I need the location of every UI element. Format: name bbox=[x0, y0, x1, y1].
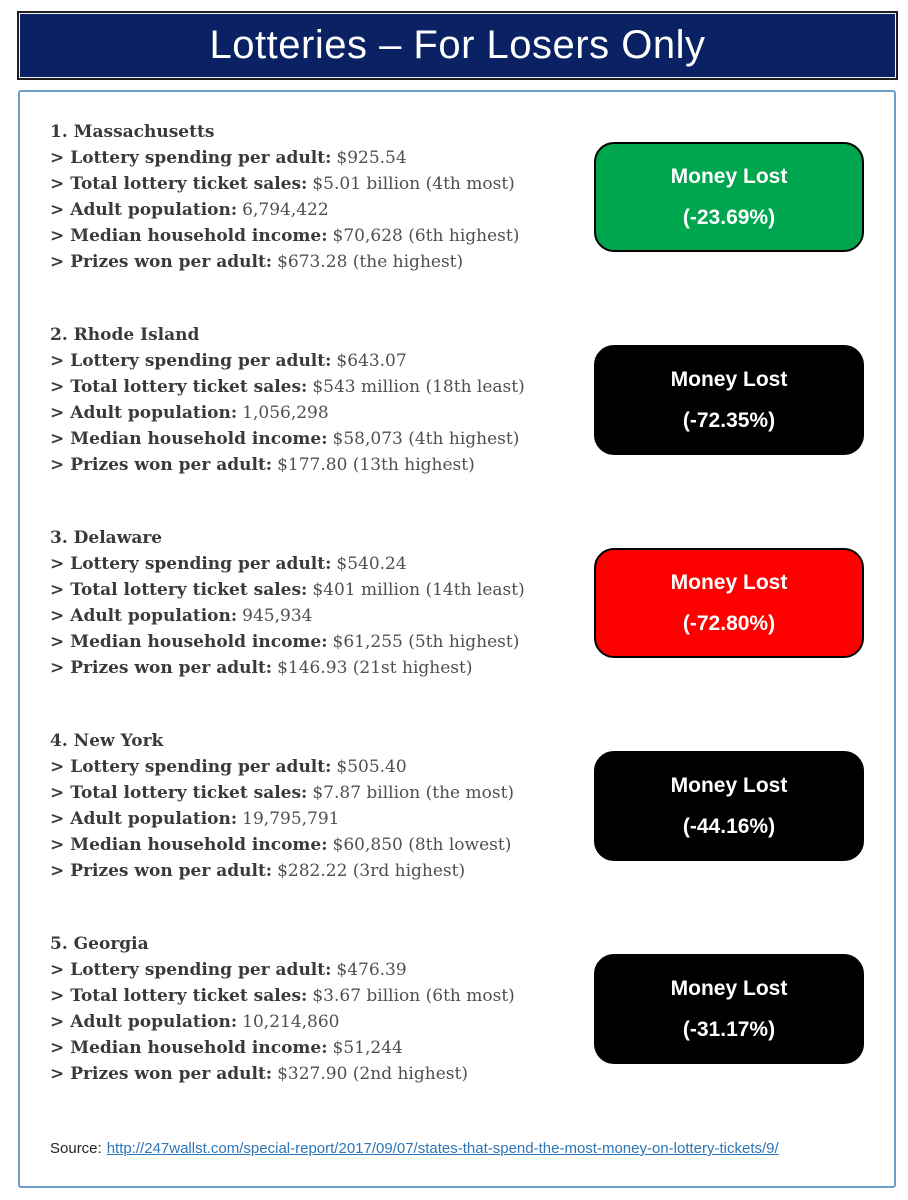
money-lost-badge bbox=[594, 954, 864, 1064]
money-lost-badge bbox=[594, 751, 864, 861]
stat-value: $543 million (18th least) bbox=[312, 377, 525, 397]
badge-title: Money Lost bbox=[670, 367, 788, 391]
stat-label: Median household income: bbox=[70, 632, 328, 652]
stat-label: Lottery spending per adult: bbox=[70, 148, 332, 168]
stat-bullet: > bbox=[50, 455, 65, 475]
stat-bullet: > bbox=[50, 757, 65, 777]
stat-bullet: > bbox=[50, 200, 65, 220]
state-stats-block bbox=[50, 322, 594, 478]
money-lost-badge bbox=[594, 142, 864, 252]
stat-bullet: > bbox=[50, 861, 65, 881]
stat-label: Adult population: bbox=[70, 809, 238, 829]
stat-bullet: > bbox=[50, 252, 65, 272]
stat-value: $3.67 billion (6th most) bbox=[312, 986, 515, 1006]
stat-value: $7.87 billion (the most) bbox=[312, 783, 515, 803]
stat-label: Prizes won per adult: bbox=[70, 1064, 273, 1084]
badge-title: Money Lost bbox=[670, 164, 788, 188]
stat-label: Lottery spending per adult: bbox=[70, 960, 332, 980]
stat-bullet: > bbox=[50, 783, 65, 803]
state-heading: 2. Rhode Island bbox=[50, 325, 200, 345]
stat-bullet: > bbox=[50, 835, 65, 855]
state-stats-block bbox=[50, 931, 594, 1087]
stat-label: Median household income: bbox=[70, 429, 328, 449]
state-heading: 1. Massachusetts bbox=[50, 122, 215, 142]
badge-title: Money Lost bbox=[670, 570, 788, 594]
stat-bullet: > bbox=[50, 986, 65, 1006]
stat-line bbox=[50, 780, 594, 806]
stat-value: $177.80 (13th highest) bbox=[277, 455, 475, 475]
stat-line bbox=[50, 551, 594, 577]
stat-value: $476.39 bbox=[336, 960, 407, 980]
money-lost-badge bbox=[594, 548, 864, 658]
stat-label: Lottery spending per adult: bbox=[70, 554, 332, 574]
stat-line bbox=[50, 1061, 594, 1087]
state-heading: 3. Delaware bbox=[50, 528, 163, 548]
stat-bullet: > bbox=[50, 226, 65, 246]
stat-bullet: > bbox=[50, 606, 65, 626]
badge-title: Money Lost bbox=[670, 773, 788, 797]
state-stats-block bbox=[50, 728, 594, 884]
stat-line bbox=[50, 603, 594, 629]
stat-label: Adult population: bbox=[70, 403, 238, 423]
stat-label: Adult population: bbox=[70, 1012, 238, 1032]
stat-line bbox=[50, 145, 594, 171]
stat-value: $925.54 bbox=[336, 148, 407, 168]
state-stats-block bbox=[50, 525, 594, 681]
stat-line bbox=[50, 1009, 594, 1035]
stat-value: $327.90 (2nd highest) bbox=[277, 1064, 468, 1084]
stat-bullet: > bbox=[50, 148, 65, 168]
state-heading: 5. Georgia bbox=[50, 934, 149, 954]
stat-value: 6,794,422 bbox=[242, 200, 329, 220]
stat-value: $643.07 bbox=[336, 351, 407, 371]
badge-percent: (-44.16%) bbox=[682, 814, 776, 838]
state-heading: 4. New York bbox=[50, 731, 164, 751]
stat-value: 945,934 bbox=[242, 606, 313, 626]
stat-line bbox=[50, 426, 594, 452]
state-section-georgia bbox=[50, 931, 864, 1087]
stat-line bbox=[50, 754, 594, 780]
stat-bullet: > bbox=[50, 377, 65, 397]
stat-line bbox=[50, 957, 594, 983]
stat-label: Prizes won per adult: bbox=[70, 455, 273, 475]
stat-line bbox=[50, 832, 594, 858]
stat-bullet: > bbox=[50, 580, 65, 600]
stat-value: $401 million (14th least) bbox=[312, 580, 525, 600]
stat-bullet: > bbox=[50, 1064, 65, 1084]
stat-label: Total lottery ticket sales: bbox=[70, 174, 308, 194]
stat-line bbox=[50, 249, 594, 275]
badge-percent: (-31.17%) bbox=[682, 1017, 776, 1041]
stat-value: 1,056,298 bbox=[242, 403, 329, 423]
content-panel bbox=[18, 90, 896, 1188]
stat-bullet: > bbox=[50, 174, 65, 194]
stat-value: $282.22 (3rd highest) bbox=[277, 861, 466, 881]
badge-percent: (-72.80%) bbox=[682, 611, 776, 635]
stat-line bbox=[50, 806, 594, 832]
money-lost-badge bbox=[594, 345, 864, 455]
source-link[interactable]: http://247wallst.com/special-report/2017/09/07/states-that-spend-the-most-money-on-lottery-tickets/9/ bbox=[106, 1140, 779, 1157]
stat-line bbox=[50, 983, 594, 1009]
stat-label: Total lottery ticket sales: bbox=[70, 986, 308, 1006]
stat-label: Median household income: bbox=[70, 1038, 328, 1058]
stat-value: $146.93 (21st highest) bbox=[277, 658, 473, 678]
stat-line bbox=[50, 223, 594, 249]
stat-label: Prizes won per adult: bbox=[70, 252, 273, 272]
stat-line bbox=[50, 171, 594, 197]
badge-percent: (-72.35%) bbox=[682, 408, 776, 432]
stat-line bbox=[50, 197, 594, 223]
stat-label: Prizes won per adult: bbox=[70, 861, 273, 881]
stat-bullet: > bbox=[50, 351, 65, 371]
stat-value: $61,255 (5th highest) bbox=[332, 632, 520, 652]
stat-line bbox=[50, 452, 594, 478]
stat-value: $673.28 (the highest) bbox=[277, 252, 464, 272]
stat-label: Prizes won per adult: bbox=[70, 658, 273, 678]
stat-line bbox=[50, 374, 594, 400]
stat-value: 19,795,791 bbox=[242, 809, 340, 829]
stat-bullet: > bbox=[50, 554, 65, 574]
stat-label: Median household income: bbox=[70, 226, 328, 246]
stat-label: Total lottery ticket sales: bbox=[70, 783, 308, 803]
stat-bullet: > bbox=[50, 960, 65, 980]
state-stats-block bbox=[50, 119, 594, 275]
state-section-rhode-island bbox=[50, 322, 864, 478]
state-section-delaware bbox=[50, 525, 864, 681]
stat-bullet: > bbox=[50, 429, 65, 449]
stat-bullet: > bbox=[50, 1038, 65, 1058]
stat-label: Total lottery ticket sales: bbox=[70, 377, 308, 397]
stat-value: 10,214,860 bbox=[242, 1012, 340, 1032]
stat-bullet: > bbox=[50, 403, 65, 423]
stat-line bbox=[50, 348, 594, 374]
stat-value: $505.40 bbox=[336, 757, 407, 777]
stat-bullet: > bbox=[50, 809, 65, 829]
badge-percent: (-23.69%) bbox=[682, 205, 776, 229]
stat-value: $51,244 bbox=[332, 1038, 403, 1058]
state-section-massachusetts bbox=[50, 119, 864, 275]
stat-label: Total lottery ticket sales: bbox=[70, 580, 308, 600]
stat-bullet: > bbox=[50, 1012, 65, 1032]
page-title-bar bbox=[17, 11, 898, 80]
stat-value: $5.01 billion (4th most) bbox=[312, 174, 515, 194]
state-section-new-york bbox=[50, 728, 864, 884]
source-line bbox=[50, 1134, 858, 1163]
stat-value: $58,073 (4th highest) bbox=[332, 429, 520, 449]
stat-value: $60,850 (8th lowest) bbox=[332, 835, 512, 855]
stat-line bbox=[50, 400, 594, 426]
stat-bullet: > bbox=[50, 632, 65, 652]
stat-bullet: > bbox=[50, 658, 65, 678]
stat-label: Adult population: bbox=[70, 200, 238, 220]
stat-line bbox=[50, 858, 594, 884]
stat-line bbox=[50, 1035, 594, 1061]
stat-label: Lottery spending per adult: bbox=[70, 351, 332, 371]
stat-line bbox=[50, 577, 594, 603]
source-label: Source: bbox=[50, 1140, 102, 1157]
stat-line bbox=[50, 655, 594, 681]
stat-value: $70,628 (6th highest) bbox=[332, 226, 520, 246]
badge-title: Money Lost bbox=[670, 976, 788, 1000]
stat-label: Lottery spending per adult: bbox=[70, 757, 332, 777]
stat-label: Adult population: bbox=[70, 606, 238, 626]
stat-line bbox=[50, 629, 594, 655]
stat-label: Median household income: bbox=[70, 835, 328, 855]
page-title: Lotteries – For Losers Only bbox=[209, 23, 706, 67]
stat-value: $540.24 bbox=[336, 554, 407, 574]
